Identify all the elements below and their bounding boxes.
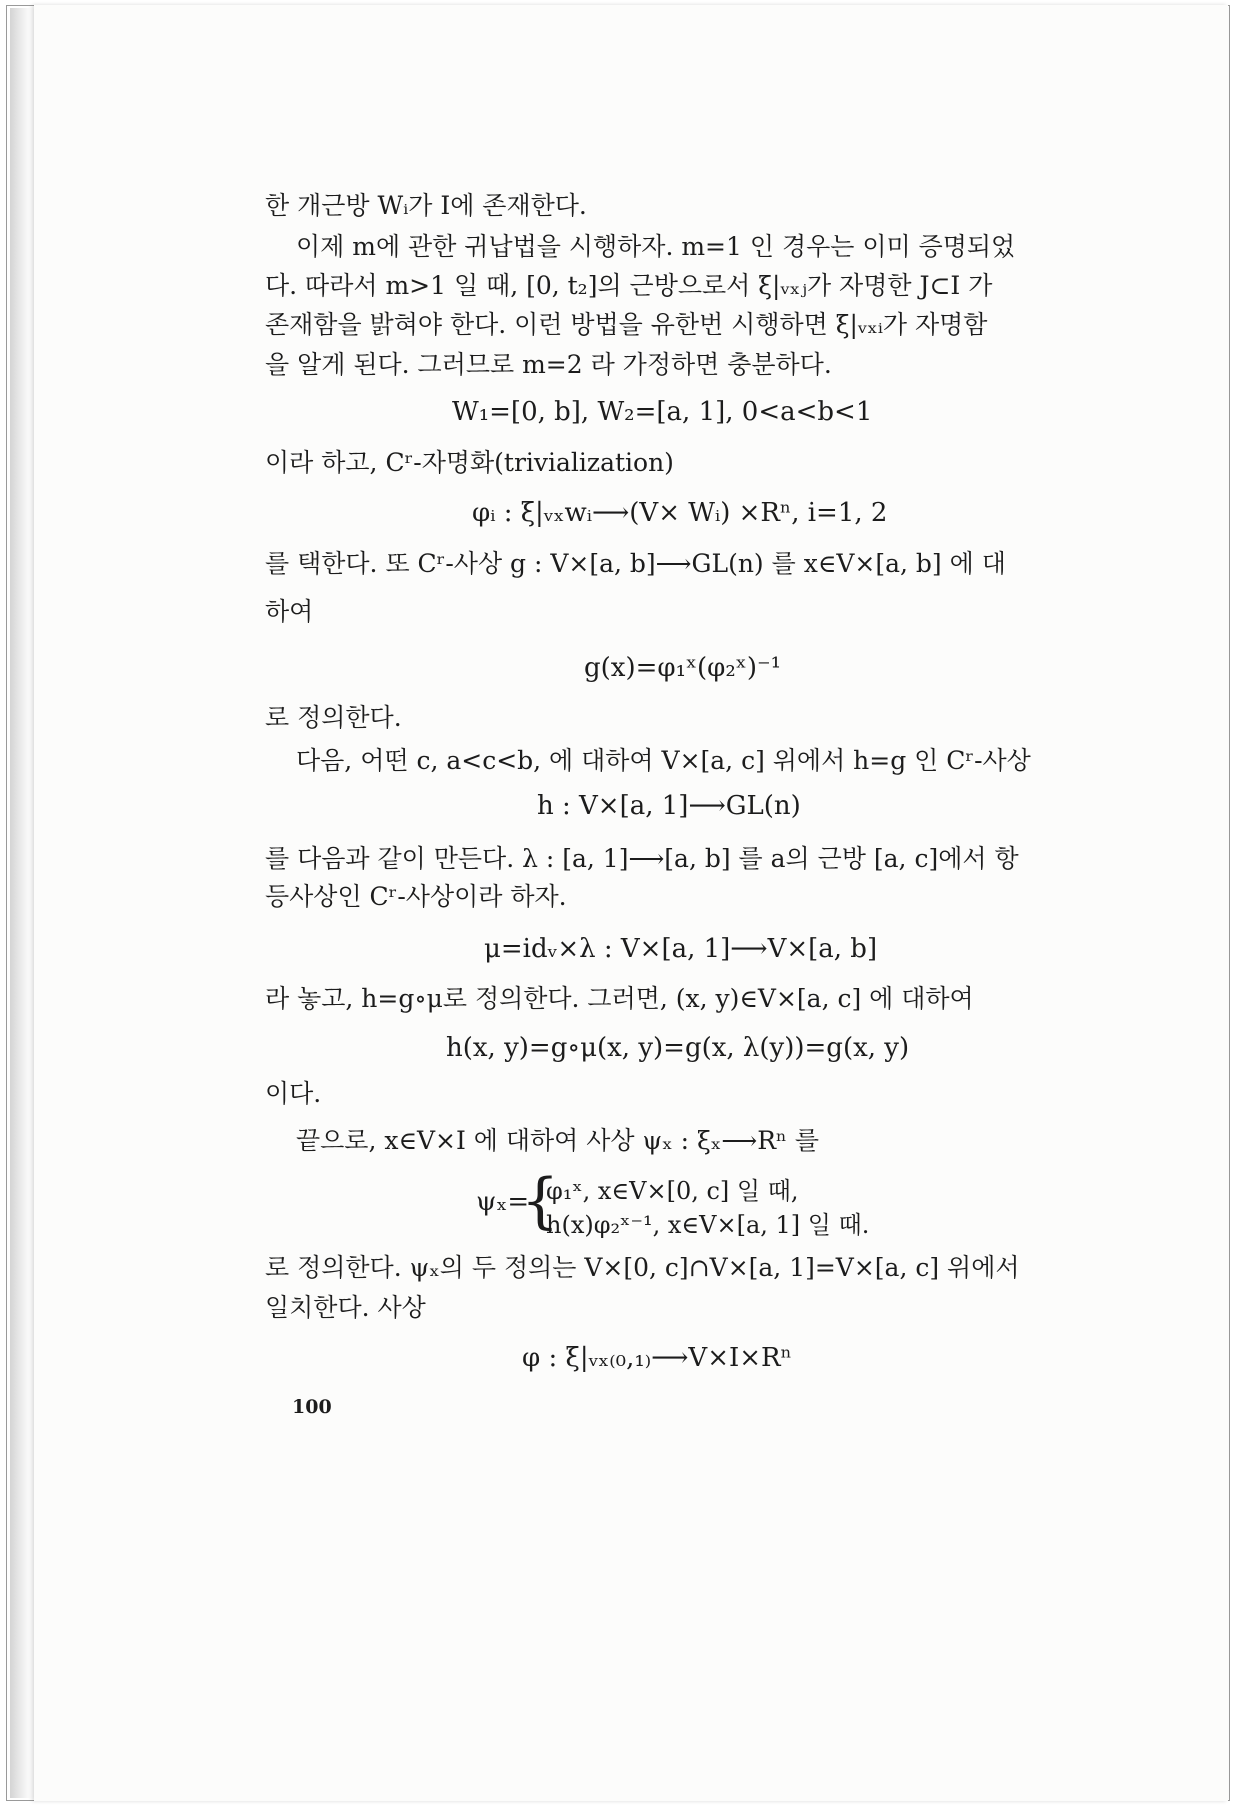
text-line-1: 한 개근방 Wᵢ가 I에 존재한다. xyxy=(265,191,587,220)
text-line-6: 이라 하고, Cʳ-자명화(trivialization) xyxy=(265,448,674,477)
equation-trivialization: φᵢ : ξ|ᵥₓwᵢ⟶(V× Wᵢ) ×Rⁿ, i=1, 2 xyxy=(472,498,888,528)
text-line-3: 다. 따라서 m>1 일 때, [0, t₂]의 근방으로서 ξ|ᵥₓⱼ가 자명한 J⊂I 가 xyxy=(265,271,993,300)
text-line-13: 라 놓고, h=g∘μ로 정의한다. 그러면, (x, y)∈V×[a, c] 에 대하여 xyxy=(265,984,974,1013)
page-number: 100 xyxy=(292,1396,332,1418)
equation-neighborhoods: W₁=[0, b], W₂=[a, 1], 0<a<b<1 xyxy=(452,397,873,427)
piecewise-case-1: φ₁ˣ, x∈V×[0, c] 일 때, xyxy=(546,1177,799,1205)
text-line-8: 하여 xyxy=(265,597,314,626)
text-line-17: 일치한다. 사상 xyxy=(265,1293,426,1322)
piecewise-brace: { xyxy=(521,1166,560,1236)
equation-h-map: h : V×[a, 1]⟶GL(n) xyxy=(537,791,801,821)
text-line-10: 다음, 어떤 c, a<c<b, 에 대하여 V×[a, c] 위에서 h=g 인 Cʳ-사상 xyxy=(296,746,1031,775)
text-line-15: 끝으로, x∈V×I 에 대하여 사상 ψₓ : ξₓ⟶Rⁿ 를 xyxy=(296,1126,819,1155)
book-page xyxy=(34,5,1228,1801)
text-line-16: 로 정의한다. ψₓ의 두 정의는 V×[0, c]∩V×[a, 1]=V×[a, c] 위에서 xyxy=(265,1253,1020,1282)
text-line-12: 등사상인 Cʳ-사상이라 하자. xyxy=(265,882,567,911)
text-line-14: 이다. xyxy=(265,1079,322,1108)
equation-mu: μ=idᵥ×λ : V×[a, 1]⟶V×[a, b] xyxy=(484,934,878,964)
book-spine xyxy=(10,8,32,1798)
piecewise-case-2: h(x)φ₂ˣ⁻¹, x∈V×[a, 1] 일 때. xyxy=(546,1211,870,1239)
text-line-9: 로 정의한다. xyxy=(265,703,402,732)
text-line-4: 존재함을 밝혀야 한다. 이런 방법을 유한번 시행하면 ξ|ᵥₓᵢ가 자명함 xyxy=(265,310,988,339)
text-line-7: 를 택한다. 또 Cʳ-사상 g : V×[a, b]⟶GL(n) 를 x∈V×[a, b] 에 대 xyxy=(265,549,1006,578)
equation-g-definition: g(x)=φ₁ˣ(φ₂ˣ)⁻¹ xyxy=(584,653,782,683)
text-line-2: 이제 m에 관한 귀납법을 시행하자. m=1 인 경우는 이미 증명되었 xyxy=(296,232,1016,261)
text-line-5: 을 알게 된다. 그러므로 m=2 라 가정하면 충분하다. xyxy=(265,350,832,379)
piecewise-lhs: ψₓ= xyxy=(476,1187,530,1217)
equation-phi: φ : ξ|ᵥₓ₍₀,₁₎⟶V×I×Rⁿ xyxy=(522,1343,792,1373)
text-line-11: 를 다음과 같이 만든다. λ : [a, 1]⟶[a, b] 를 a의 근방 [a, c]에서 항 xyxy=(265,844,1019,873)
equation-h-composition: h(x, y)=g∘μ(x, y)=g(x, λ(y))=g(x, y) xyxy=(446,1033,910,1063)
